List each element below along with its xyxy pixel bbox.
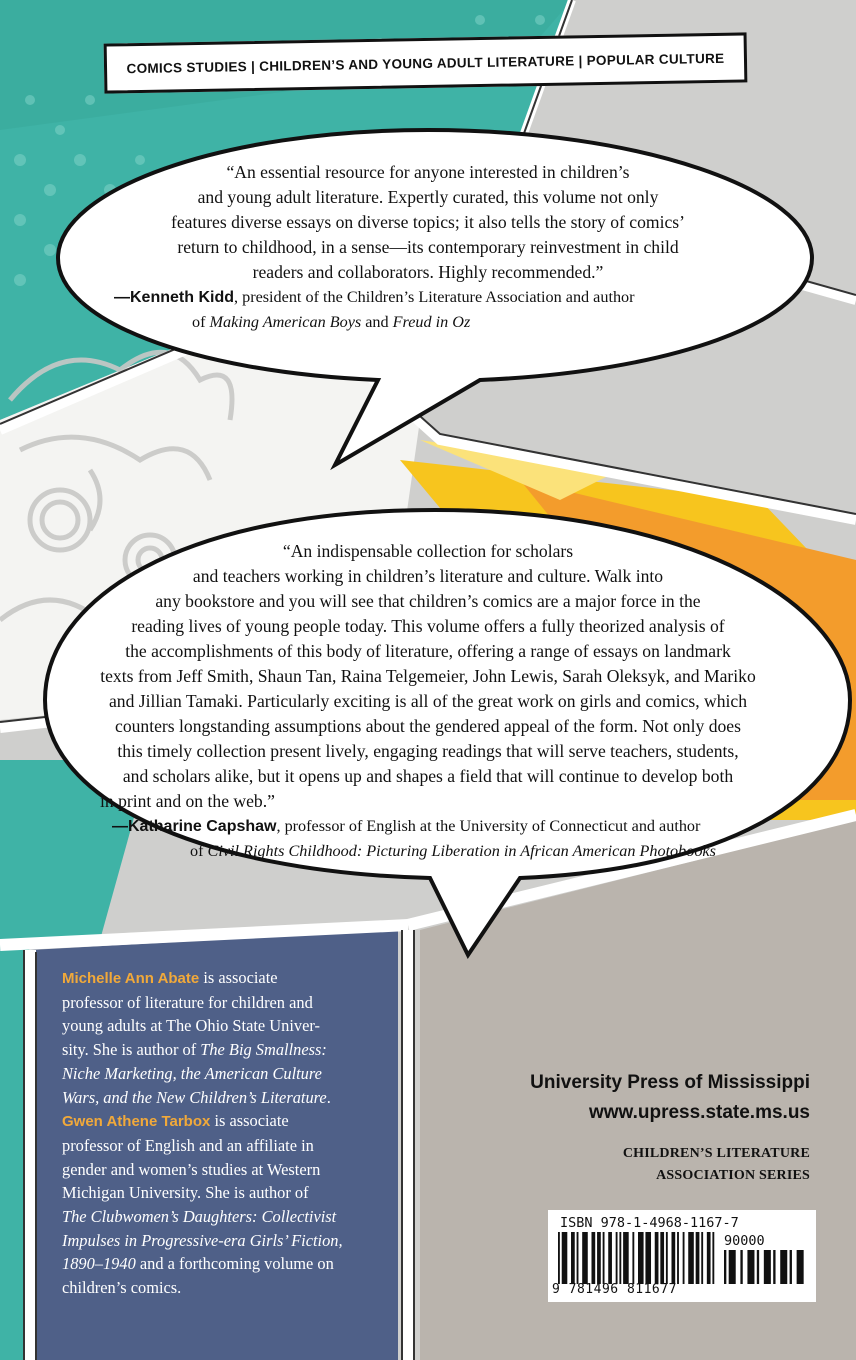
blurb-line: and teachers working in children’s literature and culture. Walk into [192, 566, 664, 586]
barcode-bar [724, 1250, 726, 1284]
barcode-bar [757, 1250, 759, 1284]
author-name: Michelle Ann Abate [62, 970, 200, 987]
barcode-bar [619, 1232, 621, 1284]
blurb-author-name: —Katharine Capshaw [112, 818, 277, 835]
ean-digits: 9 781496 811677 [552, 1282, 677, 1297]
barcode-bar [688, 1232, 694, 1284]
barcode-bar [603, 1232, 605, 1284]
barcode-bar [558, 1232, 560, 1284]
publisher-block [530, 1068, 810, 1128]
barcode-bar [608, 1232, 612, 1284]
barcode-bar [747, 1250, 754, 1284]
blurb-line: reading lives of young people today. This volume offers a fully theorized analysis of [131, 616, 725, 636]
barcode-bar [797, 1250, 804, 1284]
blurb-line: and young adult literature. Expertly curated, this volume not only [197, 187, 659, 207]
barcode-bar [632, 1232, 634, 1284]
blurb-line: “An essential resource for anyone interested in children’s [226, 162, 630, 182]
blurb-attribution: —Katharine Capshaw, professor of English at the University of Connecticut and author [112, 817, 701, 835]
barcode-bar [616, 1232, 618, 1284]
blurb-attribution-books: of Making American Boys and Freud in Oz [192, 313, 471, 331]
barcode-bar [671, 1232, 675, 1284]
barcode-bar [655, 1232, 659, 1284]
barcode-bar [707, 1232, 711, 1284]
barcode-bar [740, 1250, 742, 1284]
ean-barcode-bars [558, 1232, 718, 1284]
barcode-bar [645, 1232, 651, 1284]
book-title: Freud in Oz [392, 313, 471, 331]
barcode-bar [683, 1232, 685, 1284]
barcode-bar [729, 1250, 736, 1284]
subject-tagline: COMICS STUDIES | CHILDREN’S AND YOUNG ADULT LITERATURE | POPULAR CULTURE [104, 32, 748, 93]
blurb-line: counters longstanding assumptions about the gendered appeal of the form. Not only does [115, 716, 741, 736]
barcode-bar [677, 1232, 679, 1284]
barcode-bar [638, 1232, 644, 1284]
book-title: Civil Rights Childhood: Picturing Liberation in African American Photobooks [207, 842, 716, 860]
barcode-bar [577, 1232, 579, 1284]
book-title: Making American Boys [209, 313, 362, 331]
blurb-line: texts from Jeff Smith, Shaun Tan, Raina Telgemeier, John Lewis, Sarah Oleksyk, and Mariko [100, 666, 756, 686]
blurb-kidd [0, 160, 856, 334]
blurb-attribution-books: of Civil Rights Childhood: Picturing Liberation in African American Photobooks [190, 842, 716, 860]
blurb-line: and scholars alike, but it opens up and shapes a field that will continue to develop both [122, 766, 734, 786]
blurb-line: in print and on the web.” [100, 791, 275, 811]
blurb-author-name: —Kenneth Kidd [114, 289, 234, 306]
barcode-bar [696, 1232, 700, 1284]
publisher-name: University Press of Mississippi [530, 1072, 810, 1093]
barcode-bar [773, 1250, 775, 1284]
barcode-bar [597, 1232, 601, 1284]
blurb-line: readers and collaborators. Highly recommended.” [252, 262, 604, 282]
barcode-bar [562, 1232, 568, 1284]
barcode-bar [571, 1232, 575, 1284]
isbn-barcode [548, 1210, 816, 1302]
barcode-bar [591, 1232, 595, 1284]
blurb-line: features diverse essays on diverse topics; it also tells the story of comics’ [171, 212, 685, 232]
barcode-bar [712, 1232, 714, 1284]
isbn-label: ISBN 978-1-4968-1167-7 [560, 1215, 739, 1231]
barcode-bar [780, 1250, 787, 1284]
blurb-line: return to childhood, in a sense—its contemporary reinvestment in child [177, 237, 679, 257]
price-code: 90000 [724, 1233, 765, 1249]
blurb-attribution: —Kenneth Kidd, president of the Children’s Literature Association and author [114, 288, 635, 306]
barcode-bar [701, 1232, 703, 1284]
blurb-line: “An indispensable collection for scholars [282, 541, 574, 561]
author-bios: Michelle Ann Abate is associate professor of literature for children and young adults at The Ohio State Univer- sity. She is author of The Big Smallness: Niche Marketing, the American Culture Wars, and the New Children’s Literature. Gwen Athene Tarbox is associate professor of English and an affiliate in gender and women’s studies at Western Michigan University. She is author of The Clubwomen’s Daughters: Collectivist Impulses in Progressive-era Girls’ Fiction, 1890–1940 and a forthcoming volume on children’s comics. [62, 968, 343, 1298]
price-barcode-bars [724, 1250, 806, 1284]
blurb-line: the accomplishments of this body of literature, offering a range of essays on landmark [125, 641, 731, 661]
blurb-line: this timely collection present lively, engaging readings that will serve teachers, students, [117, 741, 739, 761]
author-name: Gwen Athene Tarbox [62, 1113, 211, 1131]
series-name: CHILDREN’S LITERATURE ASSOCIATION SERIES [622, 1146, 810, 1183]
blurb-capshaw [0, 539, 856, 863]
barcode-bar [623, 1232, 629, 1284]
barcode-bar [660, 1232, 664, 1284]
blurb-line: any bookstore and you will see that children’s comics are a major force in the [155, 591, 701, 611]
barcode-bar [790, 1250, 792, 1284]
barcode-bar [764, 1250, 771, 1284]
barcode-bar [582, 1232, 588, 1284]
publisher-url[interactable]: www.upress.state.ms.us [588, 1102, 810, 1123]
blurb-line: and Jillian Tamaki. Particularly exciting is all of the great work on girls and comics, which [108, 691, 747, 711]
barcode-bar [666, 1232, 668, 1284]
